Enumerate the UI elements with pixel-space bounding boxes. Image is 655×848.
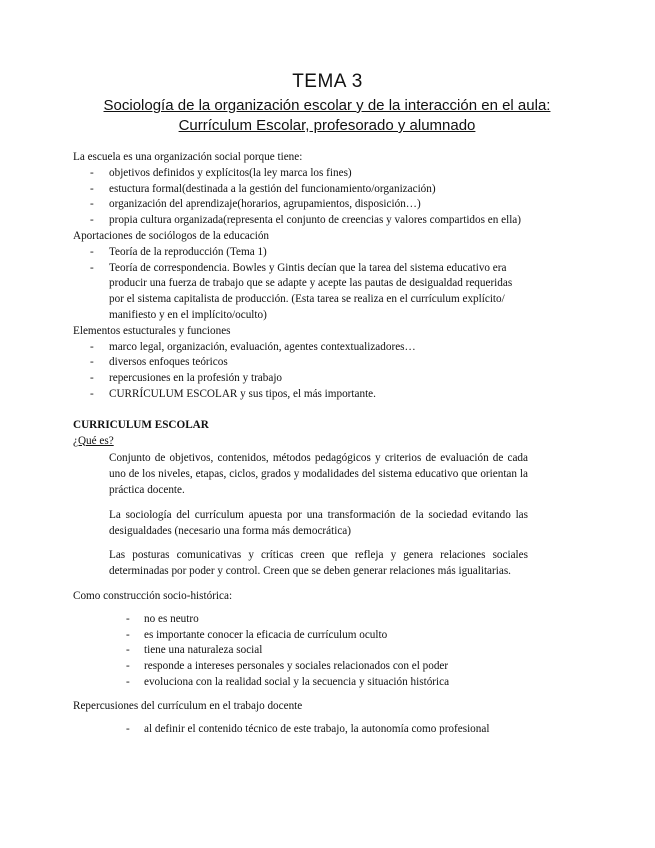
list-item: - al definir el contenido técnico de este trabajo, la autonomía como profesional — [73, 722, 528, 738]
list-item: - organización del aprendizaje(horarios, agrupamientos, disposición…) — [73, 197, 528, 213]
list-aportaciones — [73, 245, 528, 324]
list-item: - Teoría de la reproducción (Tema 1) — [73, 245, 528, 261]
list-item: - es importante conocer la eficacia de currículum oculto — [73, 628, 528, 644]
list-organizacion — [73, 166, 528, 229]
list-item: - propia cultura organizada(representa el conjunto de creencias y valores compartidos en ella) — [73, 213, 528, 229]
list-item: - estuctura formal(destinada a la gestión del funcionamiento/organización) — [73, 182, 528, 198]
list-item: - repercusiones en la profesión y trabajo — [73, 371, 528, 387]
paragraph-posturas: Las posturas comunicativas y críticas creen que refleja y genera relaciones sociales determinadas por poder y control. Creen que se deben generar relaciones más igualitarias. — [109, 549, 528, 578]
list-item: - tiene una naturaleza social — [73, 643, 528, 659]
list-item: - Teoría de correspondencia. Bowles y Gintis decían que la tarea del sistema educativo era producir una fuerza de trabajo que se adapte y acepte las pautas de desigualdad requeridas por el sistema capitalista de producción. (Esta tarea se realiza en el currículum explícito/ manifiesto y en el implícito/oculto) — [73, 261, 528, 324]
page-title: TEMA 3 — [292, 71, 363, 92]
list-item: - diversos enfoques teóricos — [73, 355, 528, 371]
section-heading-curriculum: CURRICULUM ESCOLAR — [73, 418, 209, 431]
paragraph-sociologia: La sociología del currículum apuesta por una transformación de la sociedad evitando las desigualdades (necesario una forma más democrática) — [109, 508, 528, 537]
repercussions-intro: Repercusiones del currículum en el trabajo docente — [73, 699, 303, 712]
paragraph-definicion: Conjunto de objetivos, contenidos, métodos pedagógicos y criterios de evaluación de cada uno de los niveles, etapas, ciclos, grados y modalidades del sistema educativo que orientan la práctica docente. — [109, 452, 528, 496]
list-item: - objetivos definidos y explícitos(la ley marca los fines) — [73, 166, 528, 182]
list-item: - evoluciona con la realidad social y la secuencia y situación histórica — [73, 675, 528, 691]
list-item: - CURRÍCULUM ESCOLAR y sus tipos, el más importante. — [73, 387, 528, 403]
list-repercusiones — [73, 722, 528, 738]
section-intro-elementos: Elementos estucturales y funciones — [73, 324, 231, 337]
list-construccion — [73, 612, 528, 691]
document-body — [73, 150, 528, 745]
list-item: - no es neutro — [73, 612, 528, 628]
page-subtitle — [0, 96, 627, 136]
subtitle-line-1: Sociología de la organización escolar y de la interacción en el aula: — [103, 97, 551, 114]
section-intro-aportaciones: Aportaciones de sociólogos de la educación — [73, 229, 270, 242]
subtitle-line-2: Currículum Escolar, profesorado y alumnado — [178, 117, 476, 134]
construction-intro: Como construcción socio-histórica: — [73, 589, 233, 602]
list-item: - marco legal, organización, evaluación, agentes contextualizadores… — [73, 340, 528, 356]
question-que-es: ¿Qué es? — [73, 434, 114, 447]
list-item: - responde a intereses personales y sociales relacionados con el poder — [73, 659, 528, 675]
list-elementos — [73, 340, 528, 403]
section-intro-organizacion: La escuela es una organización social porque tiene: — [73, 151, 303, 163]
